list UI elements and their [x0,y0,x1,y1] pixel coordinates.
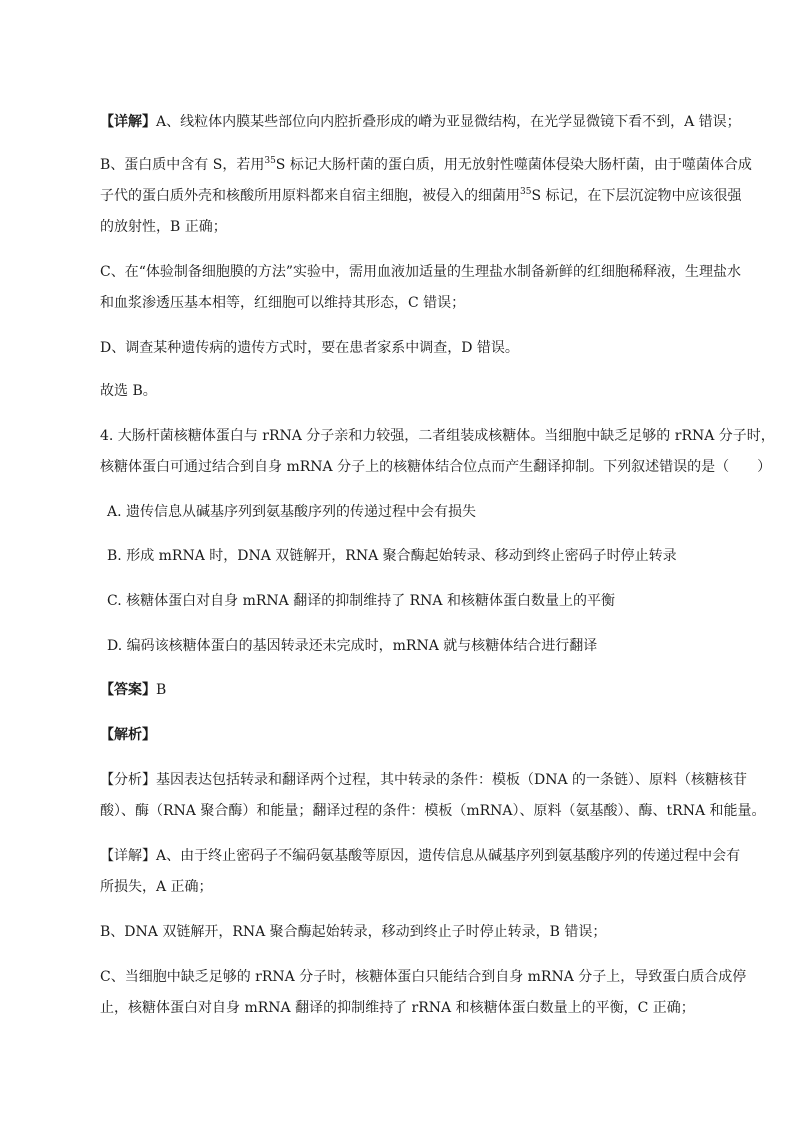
detail-a-line [100,112,741,132]
analysis-tag: 【解析】 [100,727,156,743]
detail2-line-1: 【详解】A、由于终止密码子不编码氨基酸等原因，遗传信息从碱基序列到氨基酸序列的传递过程中会有 [100,848,741,864]
detail2-line-2: 所损失，A 正确； [100,879,213,895]
option-d: D. 编码该核糖体蛋白的基因转录还未完成时，mRNA 就与核糖体结合进行翻译 [107,638,598,654]
answer-value: B [156,682,167,698]
detail-b-line-2 [100,186,742,206]
detail-d-line: D、调查某种遗传病的遗传方式时，要在患者家系中调查，D 错误。 [100,340,519,356]
answer-tag: 【答案】 [100,682,156,698]
question-stem-line-2: 核糖体蛋白可通过结合到自身 mRNA 分子上的核糖体结合位点而产生翻译抑制。下列叙述错误的是（ ） [100,459,772,475]
analysis-line-1: 【分析】基因表达包括转录和翻译两个过程，其中转录的条件：模板（DNA 的一条链）、原料（核糖核苷 [100,772,748,788]
detail-c-line-1: C、在“体验制备细胞膜的方法”实验中，需用血液加适量的生理盐水制备新鲜的红细胞稀释液，生理盐水 [100,264,742,280]
question-stem-line-1: 4. 大肠杆菌核糖体蛋白与 rRNA 分子亲和力较强，二者组装成核糖体。当细胞中缺乏足够的 rRNA 分子时， [100,428,775,444]
detail-b-line-1 [100,155,752,175]
answer-line [100,680,166,700]
detail-tag: 【详解】 [100,114,156,130]
option-b: B. 形成 mRNA 时，DNA 双链解开，RNA 聚合酶起始转录、移动到终止密码子时停止转录 [107,548,677,564]
detail-a-text: A、线粒体内膜某些部位向内腔折叠形成的嵴为亚显微结构，在光学显微镜下看不到，A 错误； [156,114,741,130]
detail-c-line-2: 和血浆渗透压基本相等，红细胞可以维持其形态，C 错误； [100,295,466,311]
superscript-35: 35 [520,187,532,197]
detail-b-text-1b: S 标记大肠杆菌的蛋白质，用无放射性噬菌体侵染大肠杆菌，由于噬菌体合成 [275,157,752,173]
option-a: A. 遗传信息从碱基序列到氨基酸序列的传递过程中会有损失 [107,504,477,520]
choose-line: 故选 B。 [100,383,157,399]
detail2-c-line-2: 止，核糖体蛋白对自身 mRNA 翻译的抑制维持了 rRNA 和核糖体蛋白数量上的平衡，C 正确； [100,1000,695,1016]
detail-b-text-2a: 子代的蛋白质外壳和核酸所用原料都来自宿主细胞，被侵入的细菌用 [100,188,520,204]
detail2-c-line-1: C、当细胞中缺乏足够的 rRNA 分子时，核糖体蛋白只能结合到自身 mRNA 分子上，导致蛋白质合成停 [100,969,747,985]
analysis-line-2: 酸）、酶（RNA 聚合酶）和能量；翻译过程的条件：模板（mRNA）、原料（氨基酸）、酶、tRNA 和能量。 [100,803,766,819]
detail-b-text-2b: S 标记，在下层沉淀物中应该很强 [531,188,742,204]
detail2-b-line: B、DNA 双链解开，RNA 聚合酶起始转录，移动到终止子时停止转录，B 错误； [100,924,607,940]
superscript-35: 35 [264,156,276,166]
detail-b-line-3: 的放射性，B 正确； [100,219,227,235]
detail-b-text-1a: B、蛋白质中含有 S，若用 [100,157,265,173]
option-c: C. 核糖体蛋白对自身 mRNA 翻译的抑制维持了 RNA 和核糖体蛋白数量上的平衡 [107,593,615,609]
